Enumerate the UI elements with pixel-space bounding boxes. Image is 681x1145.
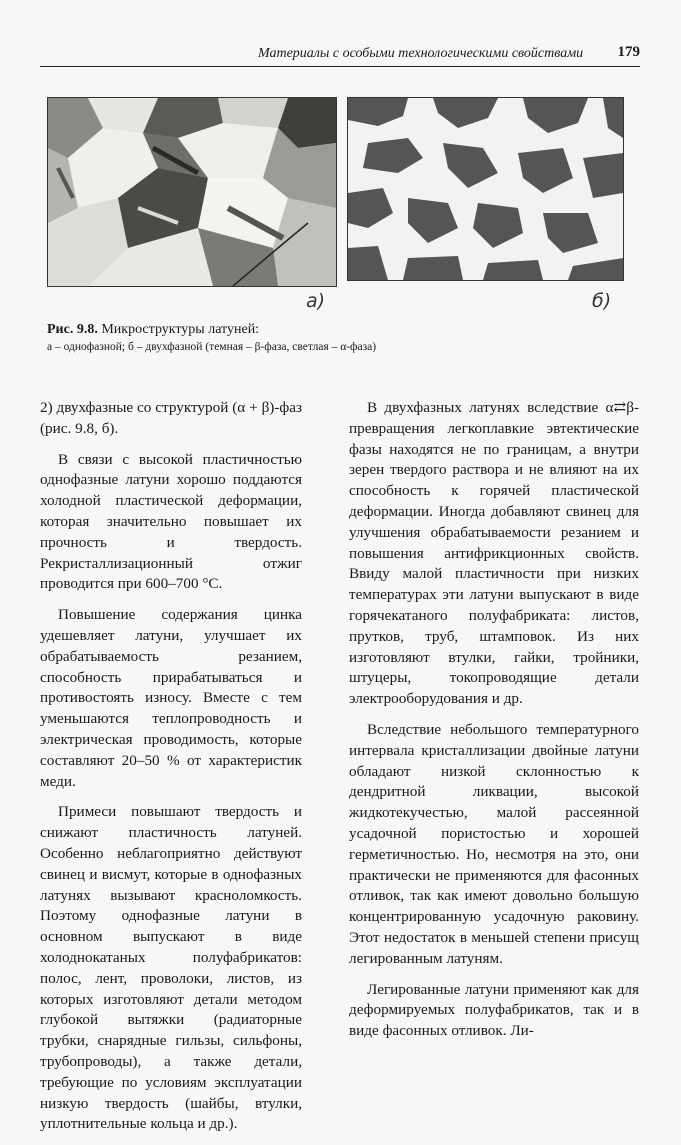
caption-detail: а – однофазной; б – двухфазной (темная – β-фаза, светлая – α-фаза) <box>47 341 377 353</box>
figure-caption <box>47 321 647 355</box>
right-column <box>349 398 639 1052</box>
page-number: 179 <box>617 44 640 60</box>
paragraph: 2) двухфазные со структурой (α + β)-фаз (рис. 9.8, б). <box>40 399 302 437</box>
micrograph-single-phase <box>47 97 337 287</box>
paragraph: Легированные латуни применяют как для деформируемых полуфабрикатов, так и в виде фасонных отливок. Ли- <box>349 980 639 1040</box>
paragraph: В связи с высокой пластичностью однофазные латуни хорошо поддаются холодной пластической деформации, которая значительно повышает их прочность и твердость. Рекристаллизационный отжиг проводится при 600–700 °С. <box>40 450 302 593</box>
paragraph: В двухфазных латунях вследствие α⇄β-превращения легкоплавкие эвтектические фазы находятся не по границам, а внутри зерен твердого раствора и не влияют на их способность к горячей пластической деформации. Иногда добавляют свинец для улучшения обрабатываемости резанием и повышения антифрикционных свойств. Ввиду малой пластичности при низких температурах эти латуни выпускают в виде горячекатаного полуфабриката: листов, прутков, труб, штамповок. Из них изготовляют втулки, гайки, тройники, штуцеры, токопроводящие детали электрооборудования и др. <box>349 399 639 708</box>
paragraph: Повышение содержания цинка удешевляет латуни, улучшает их обрабатываемость резанием, способность прирабатываться и противостоять износу. Вместе с тем уменьшаются теплопроводность и электрическая проводимость, которые составляют 20–50 % от характеристик меди. <box>40 606 302 790</box>
caption-title: Микроструктуры латуней: <box>101 322 260 337</box>
left-column <box>40 398 302 1145</box>
running-header-title: Материалы с особыми технологическими свойствами <box>258 46 584 61</box>
figure-label-a: a) <box>306 290 326 312</box>
running-header <box>40 44 640 67</box>
micrograph-two-phase <box>347 97 624 281</box>
paragraph: Примеси повышают твердость и снижают пластичность латуней. Особенно неблагоприятно действуют свинец и висмут, которые в однофазных латунях вызывают красноломкость. Поэтому однофазные латуни в основном выпускают в виде холоднокатаных полуфабрикатов: полос, лент, проволоки, листов, из которых изготовляют детали методом глубокой вытяжки (радиаторные трубки, снарядные гильзы, сильфоны, трубопроводы), а также детали, требующие по условиям эксплуатации низкую твердость (шайбы, втулки, уплотнительные кольца и др.). <box>40 803 302 1133</box>
paragraph: Вследствие небольшого температурного интервала кристаллизации двойные латуни обладают низкой склонностью к дендритной ликвации, высокой жидкотекучестью, малой рассеянной усадочной пористостью и хорошей герметичностью. Но, несмотря на это, они практически не применяются для фасонных отливок, так как имеют довольно большую концентрированную усадочную раковину. Этот недостаток в меньшей степени присущ легированным латуням. <box>349 720 639 967</box>
figure-label-b: б) <box>592 290 612 312</box>
caption-number: Рис. 9.8. <box>47 322 98 337</box>
